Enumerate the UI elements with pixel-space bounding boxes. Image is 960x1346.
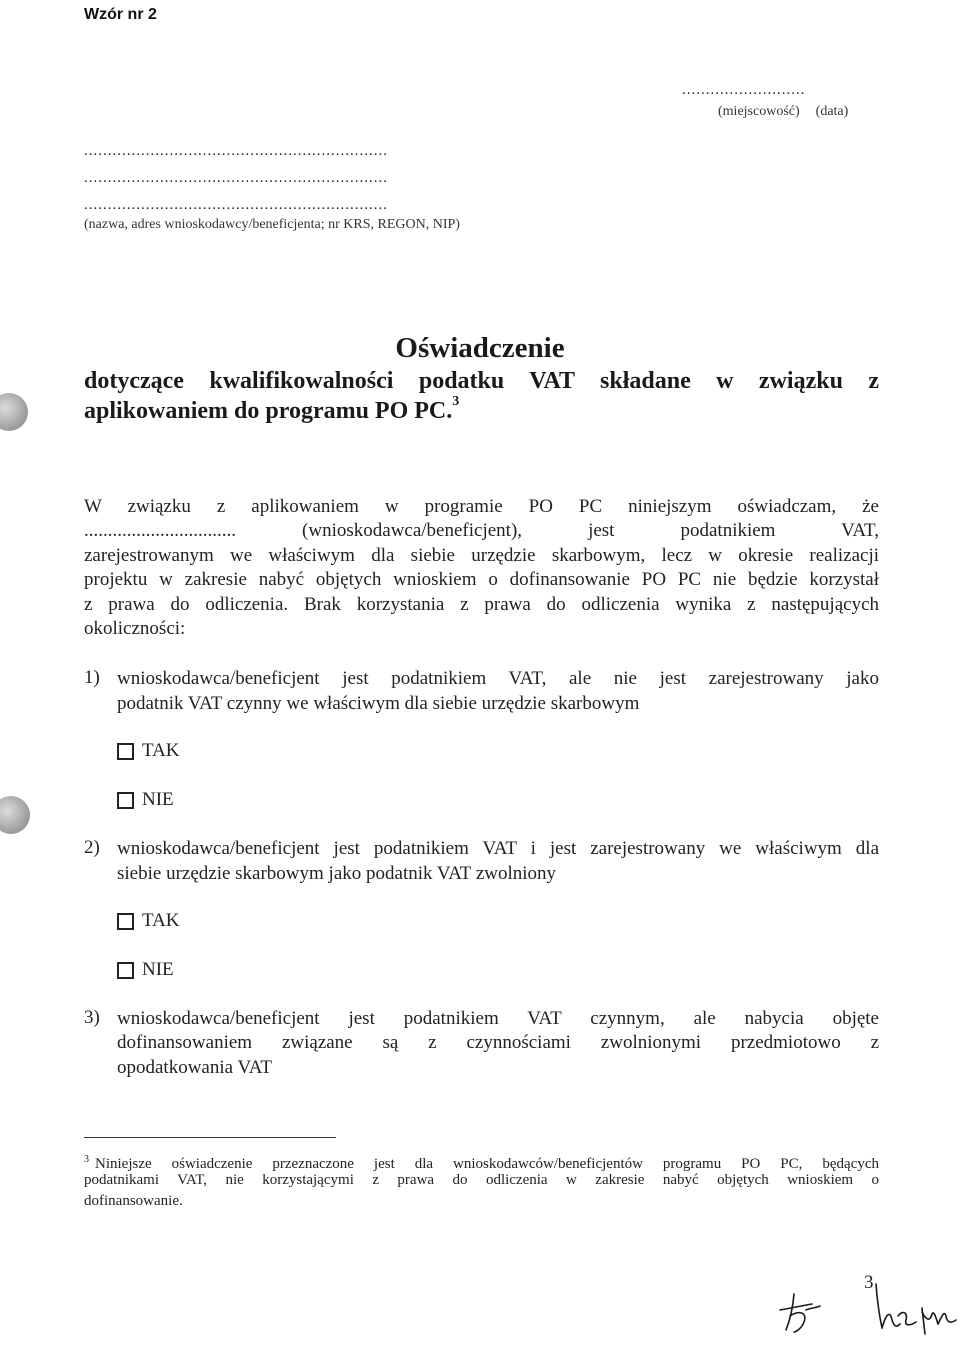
- intro-line: zarejestrowanym we właściwym dla siebie urzędzie skarbowym, lecz w okresie realizacji: [84, 545, 879, 566]
- applicant-caption: (nazwa, adres wnioskodawcy/beneficjenta; nr KRS, REGON, NIP): [84, 217, 460, 232]
- intro-line: z prawa do odliczenia. Brak korzystania z prawa do odliczenia wynika z następujących: [84, 594, 879, 615]
- option-no-checkbox[interactable]: [117, 789, 174, 811]
- item-text-line: podatnik VAT czynny we właściwym dla siebie urzędzie skarbowym: [117, 693, 640, 714]
- option-yes-checkbox[interactable]: [117, 740, 180, 762]
- item-text-line: wnioskodawca/beneficjent jest podatnikiem VAT i jest zarejestrowany we właściwym dla: [117, 838, 879, 859]
- place-date-caption: [718, 104, 848, 120]
- option-label: NIE: [142, 959, 174, 980]
- intro-line: W związku z aplikowaniem w programie PO PC niniejszym oświadczam, że: [84, 496, 879, 517]
- option-no-checkbox[interactable]: [117, 959, 174, 981]
- document-subtitle-line: dotyczące kwalifikowalności podatku VAT składane w związku z: [84, 368, 879, 394]
- subtitle-text: aplikowaniem do programu PO PC.: [84, 398, 453, 424]
- form-label: Wzór nr 2: [84, 6, 157, 23]
- option-label: NIE: [142, 789, 174, 810]
- item-text-line: dofinansowaniem związane są z czynnościami zwolnionymi przedmiotowo z: [117, 1032, 879, 1053]
- applicant-dotted-line: ................................................................: [84, 143, 388, 159]
- item-text-line: wnioskodawca/beneficjent jest podatnikiem VAT, ale nie jest zarejestrowany jako: [117, 668, 879, 689]
- checkbox-square[interactable]: [117, 913, 134, 930]
- handwritten-initials-signature: [760, 1280, 960, 1346]
- item-number: 2): [84, 837, 100, 858]
- page-number: 3: [864, 1272, 874, 1293]
- document-title: Oświadczenie: [395, 332, 565, 364]
- punch-hole: [0, 393, 28, 431]
- date-label: (data): [815, 104, 849, 119]
- footnote-line: podatnikami VAT, nie korzystającymi z prawa do odliczenia w zakresie nabyć objętych wnioskiem o: [84, 1172, 879, 1188]
- checkbox-square[interactable]: [117, 743, 134, 760]
- document-subtitle-line: [84, 394, 460, 425]
- footnote-reference: 3: [452, 394, 460, 409]
- item-text-line: siebie urzędzie skarbowym jako podatnik VAT zwolniony: [117, 863, 557, 884]
- checkbox-square[interactable]: [117, 962, 134, 979]
- intro-line: projektu w zakresie nabyć objętych wnioskiem o dofinansowanie PO PC nie będzie korzystał: [84, 569, 879, 590]
- footnote-separator: [84, 1137, 336, 1138]
- item-text-line: wnioskodawca/beneficjent jest podatnikiem VAT czynnym, ale nabycia objęte: [117, 1008, 879, 1029]
- footnote-text: Niniejsze oświadczenie przeznaczone jest dla wnioskodawców/beneficjentów programu PO PC, będących: [95, 1156, 879, 1172]
- item-number: 1): [84, 667, 100, 688]
- option-yes-checkbox[interactable]: [117, 910, 180, 932]
- place-label: (miejscowość): [718, 104, 800, 119]
- checkbox-square[interactable]: [117, 792, 134, 809]
- item-number: 3): [84, 1007, 100, 1028]
- intro-line: ................................ (wnioskodawca/beneficjent), jest podatnikiem VAT,: [84, 520, 879, 541]
- punch-hole: [0, 796, 30, 834]
- footnote-marker: 3: [84, 1154, 89, 1165]
- intro-line: okoliczności:: [84, 618, 186, 639]
- applicant-dotted-line: ................................................................: [84, 197, 388, 213]
- option-label: TAK: [142, 910, 180, 931]
- footnote-line: dofinansowanie.: [84, 1193, 183, 1209]
- option-label: TAK: [142, 740, 180, 761]
- item-text-line: opodatkowania VAT: [117, 1057, 272, 1078]
- place-date-dotted-line: ..........................: [682, 82, 806, 98]
- applicant-dotted-line: ................................................................: [84, 170, 388, 186]
